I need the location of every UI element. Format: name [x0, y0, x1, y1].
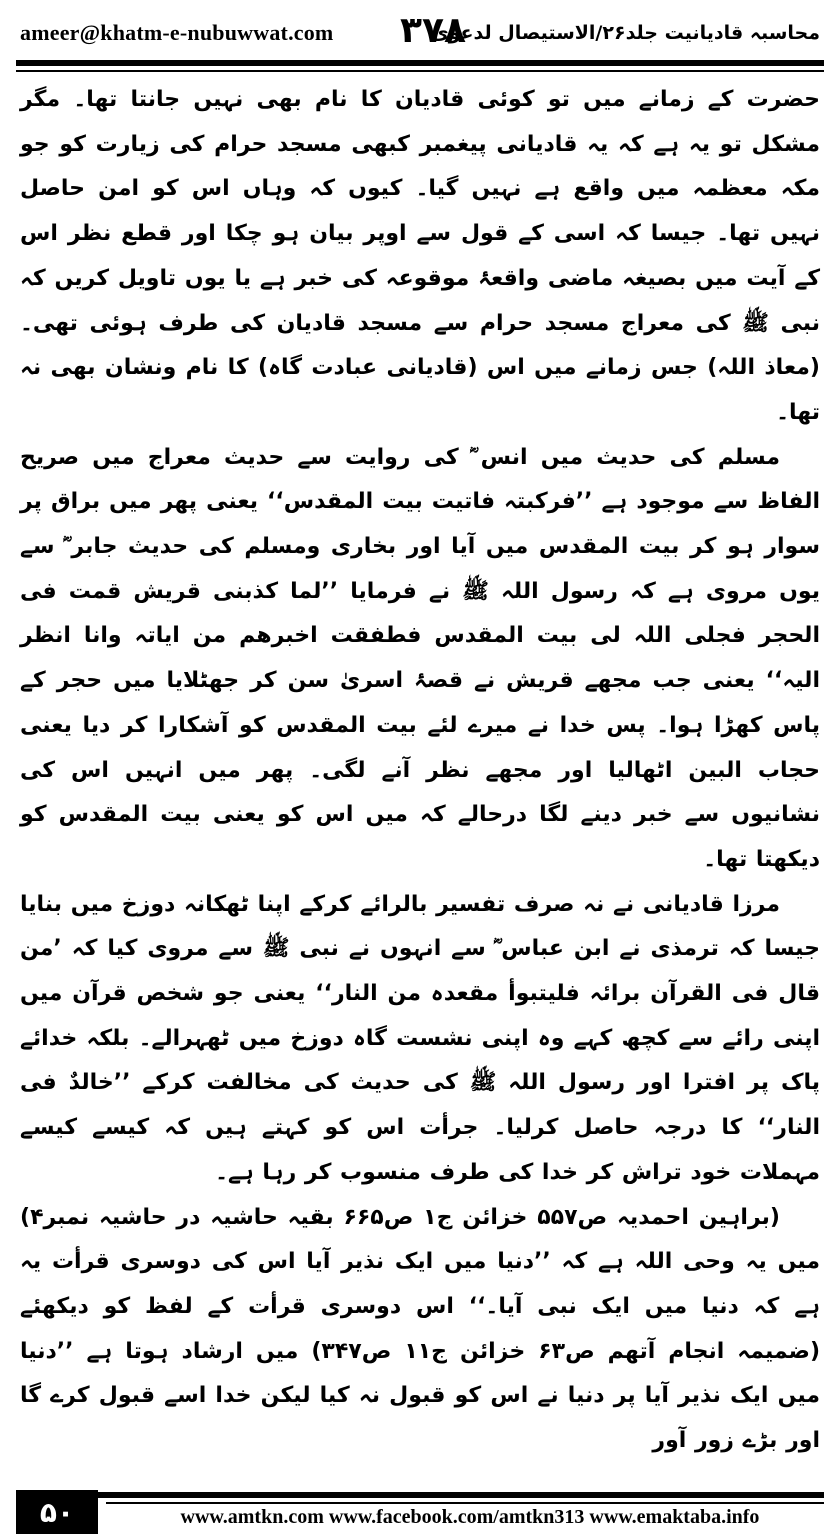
header-email[interactable]: ameer@khatm-e-nubuwwat.com — [20, 20, 334, 45]
paragraph-4: (براہین احمدیہ ص۵۵۷ خزائن ج۱ ص۶۶۵ بقیہ حاشیہ در حاشیہ نمبر۴) میں یہ وحی اللہ ہے کہ ’’دنیا میں ایک نذیر آیا اس کی دوسری قرأت یہ ہے کہ دنیا میں ایک نبی آیا۔‘‘ اس دوسری قرأت کے لفظ کو دیکھئے (ضمیمہ انجام آتھم ص۶۳ خزائن ج۱۱ ص۳۴۷) میں ارشاد ہوتا ہے ’’دنیا میں ایک نذیر آیا پر دنیا نے اس کو قبول نہ کیا لیکن خدا اسے قبول کرے گا اور بڑے زور آور — [20, 1204, 820, 1454]
header-rule-thick — [16, 60, 824, 66]
paragraph-1: حضرت کے زمانے میں تو کوئی قادیان کا نام بھی نہیں جانتا تھا۔ مگر مشکل تو یہ ہے کہ یہ قادیانی پیغمبر کبھی مسجد حرام کی زیارت کو جو مکہ معظمہ میں واقع ہے نہیں گیا۔ کیوں کہ وہاں اس کو امن حاصل نہیں تھا۔ جیسا کہ اسی کے قول سے اوپر بیان ہو چکا اور قطع نظر اس کے آیت میں بصیغہ ماضی واقعۂ موقوعہ کی خبر ہے یا یوں تاویل کریں کہ نبی ﷺ کی معراج مسجد حرام سے مسجد قادیان کی طرف ہوئی تھی۔ (معاذ اللہ) جس زمانے میں اس (قادیانی عبادت گاہ) کا نام ونشان بھی نہ تھا۔ — [20, 87, 820, 425]
header-title: محاسبہ قادیانیت جلد۲۶/الاستیصال لدعوی — [431, 22, 820, 44]
page-header — [14, 10, 826, 54]
footer-rule-thin — [106, 1502, 824, 1504]
footer-urls[interactable]: www.amtkn.com www.facebook.com/amtkn313 www.emaktaba.info — [180, 1506, 760, 1528]
header-rule-thin — [16, 70, 824, 72]
body-text — [20, 78, 820, 1464]
header-page-number: ۳۷۸ — [400, 10, 466, 51]
paragraph-3: مرزا قادیانی نے نہ صرف تفسیر بالرائے کرکے اپنا ٹھکانہ دوزخ میں بنایا جیسا کہ ترمذی نے ابن عباس ؓ سے انہوں نے نبی ﷺ سے مروی کیا کہ ’من قال فی القرآن برائہ فلیتبوأ مقعدہ من النار‘‘ یعنی جو شخص قرآن میں اپنی رائے سے کچھ کہے وہ اپنی نشست گاہ دوزخ میں ٹھہرالے۔ بلکہ خدائے پاک پر افترا اور رسول اللہ ﷺ کی حدیث کی مخالفت کرکے ’’خالدٌ فی النار‘‘ کا درجہ حاصل کرلیا۔ جرأت اس کو کہتے ہیں کہ کیسے کیسے مہملات خود تراش کر خدا کی طرف منسوب کر رہا ہے۔ — [20, 891, 820, 1185]
footer-rule-thick — [16, 1492, 824, 1498]
paragraph-2: مسلم کی حدیث میں انس ؓ کی روایت سے حدیث معراج میں صریح الفاظ سے موجود ہے ’’فرکبتہ فاتیت بیت المقدس‘‘ یعنی پھر میں براق پر سوار ہو کر بیت المقدس میں آیا اور بخاری ومسلم کی حدیث جابر ؓ سے یوں مروی ہے کہ رسول اللہ ﷺ نے فرمایا ’’لما کذبنی قریش قمت فی الحجر فجلی اللہ لی بیت المقدس فطفقت اخبرھم من ایاتہ وانا انظر الیہ‘‘ یعنی جب مجھے قریش نے قصۂ اسریٰ سن کر جھٹلایا میں حجر کے پاس کھڑا ہوا۔ پس خدا نے میرے لئے بیت المقدس کو آشکارا کر دیا یعنی حجاب البین اٹھالیا اور مجھے نظر آنے لگی۔ پھر میں انہیں اس کی نشانیوں سے خبر دینے لگا درحالے کہ میں اس کو یعنی بیت المقدس کو دیکھتا تھا۔ — [20, 444, 820, 872]
footer-page-number: ۵۰ — [16, 1490, 98, 1534]
